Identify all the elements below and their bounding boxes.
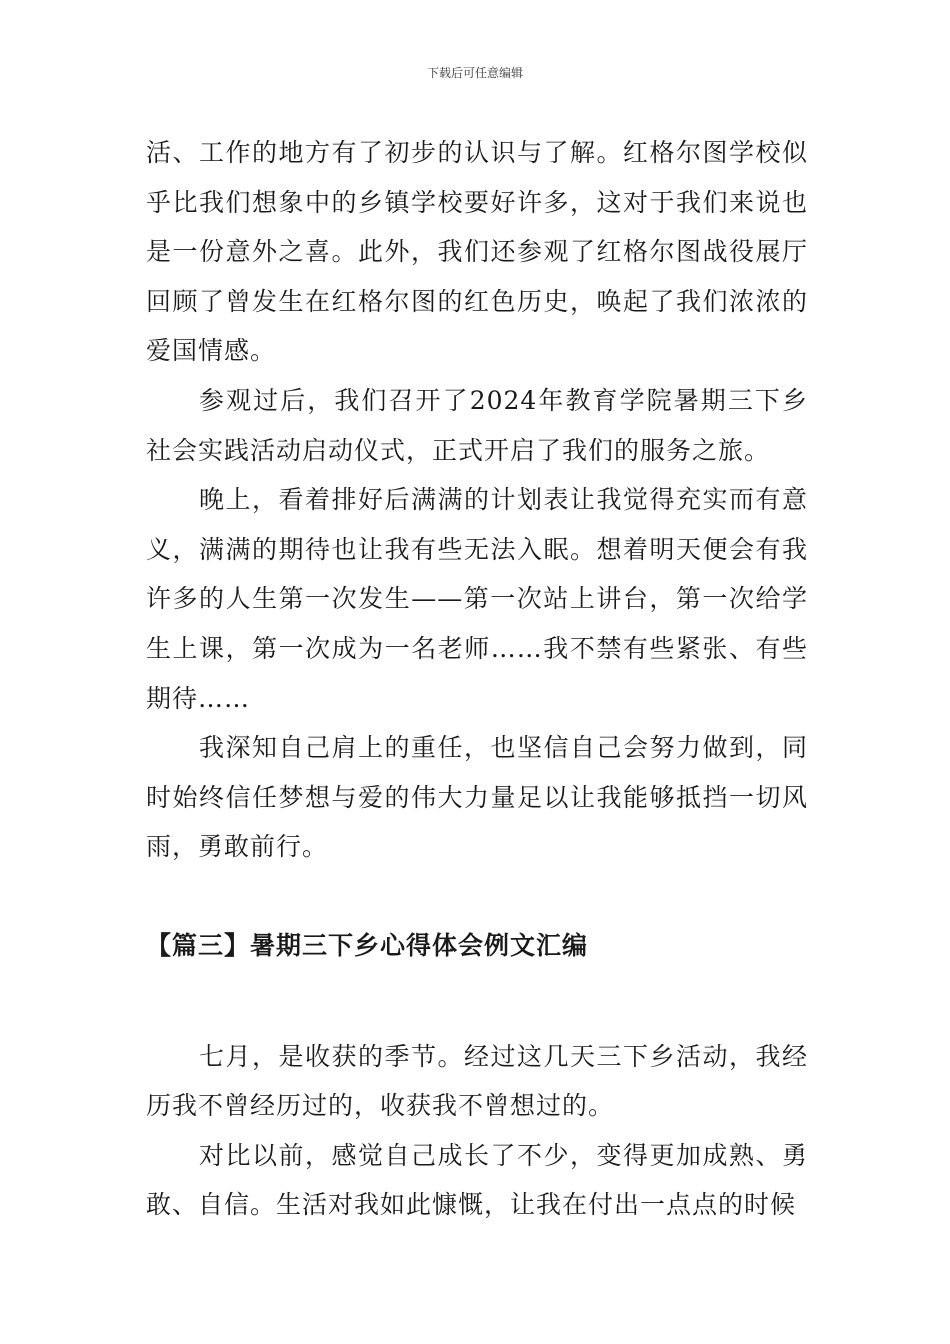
paragraph-5: 七月，是收获的季节。经过这几天三下乡活动，我经历我不曾经历过的，收获我不曾想过的。 xyxy=(146,1041,808,1121)
paragraph-3: 晚上，看着排好后满满的计划表让我觉得充实而有意义，满满的期待也让我有些无法入眠。想着明天便会有我许多的人生第一次发生——第一次站上讲台，第一次给学生上课，第一次成为一名老师……我不禁有些紧张、有些期待…… xyxy=(146,485,808,713)
paragraph-2: 参观过后，我们召开了2024年教育学院暑期三下乡社会实践活动启动仪式，正式开启了我们的服务之旅。 xyxy=(146,385,808,465)
paragraph-1: 活、工作的地方有了初步的认识与了解。红格尔图学校似乎比我们想象中的乡镇学校要好许多，这对于我们来说也是一份意外之喜。此外，我们还参观了红格尔图战役展厅回顾了曾发生在红格尔图的红色历史，唤起了我们浓浓的爱国情感。 xyxy=(146,138,808,366)
section-heading: 【篇三】暑期三下乡心得体会例文汇编 xyxy=(146,930,589,960)
page-header: 下载后可任意编辑 xyxy=(426,66,523,80)
spacer xyxy=(146,971,808,1032)
paragraph-6: 对比以前，感觉自己成长了不少，变得更加成熟、勇敢、自信。生活对我如此慷慨，让我在付出一点点的时候 xyxy=(146,1140,808,1220)
document-body xyxy=(146,128,808,1230)
spacer xyxy=(146,872,808,921)
paragraph-4: 我深知自己肩上的重任，也坚信自己会努力做到，同时始终信任梦想与爱的伟大力量足以让我能够抵挡一切风雨，勇敢前行。 xyxy=(146,733,808,862)
